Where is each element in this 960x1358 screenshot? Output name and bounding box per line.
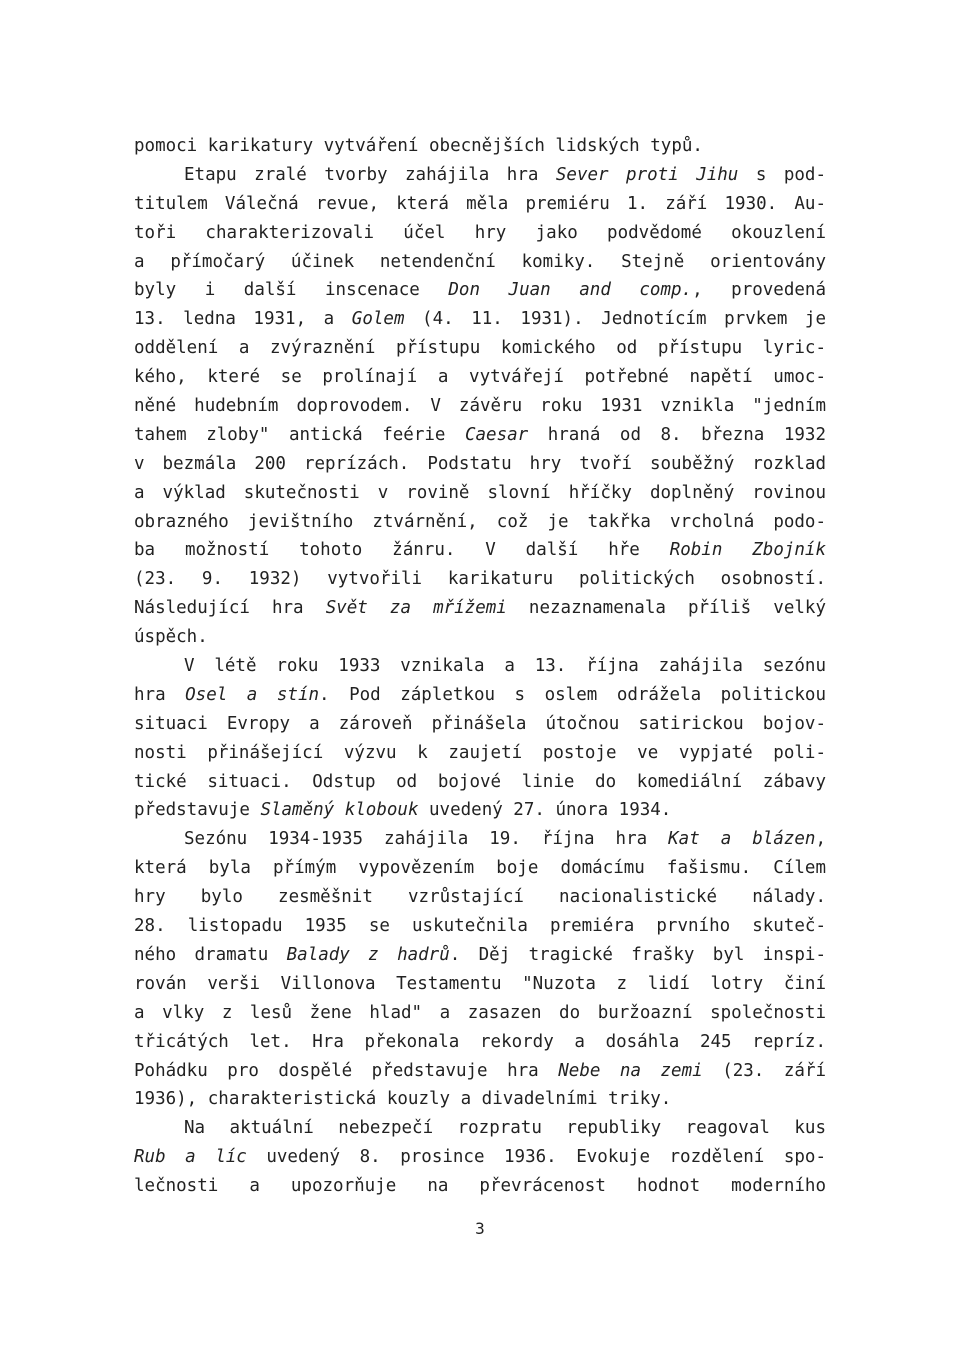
italic-title: Don Juan and comp. [448,280,693,301]
text-line [134,854,826,883]
text-line [134,392,826,421]
text-run: (23. září [702,1060,827,1081]
text-line [134,796,826,825]
text-line [134,565,826,594]
text-line [134,1028,826,1057]
text-line [134,479,826,508]
text-run: obrazného jevištního ztvárnění, což je takřka vrcholná podo- [134,511,826,532]
text-run: s pod- [738,164,826,185]
text-line [134,1114,826,1143]
italic-title: Osel a stín [185,684,320,705]
text-run: . Pod zápletkou s oslem odrážela politickou [319,684,826,705]
text-line [134,681,826,710]
body-text [134,132,826,1201]
text-line [134,161,826,190]
italic-title: Sever proti Jihu [555,164,739,185]
text-run: něné hudebním doprovodem. V závěru roku 1931 vznikla "jedním [134,396,826,417]
text-run: uvedený 8. prosince 1936. Evokuje rozdělení spo- [246,1147,826,1168]
text-run: . Děj tragické frašky byl inspi- [449,944,826,965]
text-line [134,363,826,392]
text-run: a přímočarý účinek netendenční komiky. Stejně orientovány [134,251,826,272]
text-run: Pohádku pro dospělé představuje hra [134,1060,559,1081]
text-run: rován verši Villonova Testamentu "Nuzota z lidí lotry činí [134,973,826,994]
text-run: Následující hra [134,598,326,619]
text-run: nezaznamenala příliš velký [506,598,826,619]
text-run: nosti přinášející výzvu k zaujetí postoje ve vypjaté poli- [134,742,826,763]
text-run: oddělení a zvýraznění přístupu komického od přístupu lyric- [134,338,826,359]
text-run: ného dramatu [134,944,287,965]
text-line [134,276,826,305]
text-line [134,883,826,912]
text-run: Sezónu 1934-1935 zahájila 19. října hra [184,829,669,850]
text-line [134,652,826,681]
text-line [134,623,826,652]
text-run: byly i další inscenace [134,280,449,301]
text-run: úspěch. [134,627,208,648]
text-line [134,1057,826,1086]
italic-title: Rub a líc [134,1147,247,1168]
text-run: pomoci karikatury vytváření obecnějších lidských typů. [134,136,703,156]
text-run: představuje [134,800,261,821]
text-run: a vlky z lesů žene hlad" a zasazen do buržoazní společnosti [134,1002,826,1023]
text-run: , [815,829,826,850]
italic-title: Golem [351,309,405,330]
text-line [134,970,826,999]
text-line [134,219,826,248]
text-run: , provedená [692,280,826,301]
text-line [134,594,826,623]
italic-title: Robin Zbojník [669,540,827,561]
text-run: tahem zloby" antická feérie [134,424,465,445]
italic-title: Balady z hadrů [286,944,450,965]
text-run: 1936), charakteristická kouzly a divadelními triky. [134,1089,672,1110]
text-line [134,132,826,161]
text-line [134,941,826,970]
text-run: 28. listopadu 1935 se uskutečnila premiéra prvního skuteč- [134,916,826,937]
text-run: hra [134,684,186,705]
text-line [134,305,826,334]
text-run: (23. 9. 1932) vytvořili karikaturu politických osobností. [134,569,826,590]
text-run: situaci Evropy a zároveň přinášela útočnou satirickou bojov- [134,713,826,734]
text-line [134,450,826,479]
text-line [134,190,826,219]
text-run: hry bylo zesměšnit vzrůstající nacionalistické nálady. [134,887,826,908]
italic-title: Kat a blázen [668,829,816,850]
text-run: hraná od 8. března 1932 [528,424,826,445]
text-line [134,334,826,363]
text-line [134,825,826,854]
text-line [134,1172,826,1201]
text-run: toři charakterizovali účel hry jako podvědomé okouzlení [134,222,826,243]
text-run: lečnosti a upozorňuje na převrácenost hodnot moderního [134,1176,826,1197]
text-run: V létě roku 1933 vznikala a 13. října zahájila sezónu [184,656,826,677]
italic-title: Svět za mřížemi [325,598,507,619]
text-line [134,508,826,537]
text-run: Etapu zralé tvorby zahájila hra [184,164,556,185]
text-run: (4. 11. 1931). Jednotícím prvkem je [404,309,826,330]
text-line [134,248,826,277]
text-run: 13. ledna 1931, a [134,309,352,330]
text-line [134,710,826,739]
text-run: kého, které se prolínají a vytvářejí potřebné napětí umoc- [134,367,826,388]
text-run: která byla přímým vypovězením boje domácímu fašismu. Cílem [134,858,826,879]
text-line [134,1085,826,1114]
text-line [134,536,826,565]
italic-title: Slaměný klobouk [260,800,419,821]
text-run: v bezmála 200 reprízách. Podstatu hry tvoří souběžný rozklad [134,453,826,474]
text-run: titulem Válečná revue, která měla premiéru 1. září 1930. Au- [134,193,826,214]
text-run: ba možností tohoto žánru. V další hře [134,540,670,561]
text-run: a výklad skutečnosti v rovině slovní hříčky doplněný rovinou [134,482,826,503]
italic-title: Nebe na zemi [558,1060,703,1081]
text-line [134,999,826,1028]
text-run: třicátých let. Hra překonala rekordy a dosáhla 245 repríz. [134,1031,826,1052]
text-line [134,739,826,768]
text-line [134,768,826,797]
text-run: uvedený 27. února 1934. [418,800,672,821]
text-line [134,912,826,941]
text-line [134,421,826,450]
page-number: 3 [475,1219,485,1238]
italic-title: Caesar [464,424,529,445]
text-run: Na aktuální nebezpečí rozpratu republiky reagoval kus [184,1118,826,1139]
text-run: tické situaci. Odstup od bojové linie do komediální zábavy [134,771,826,792]
text-line [134,1143,826,1172]
